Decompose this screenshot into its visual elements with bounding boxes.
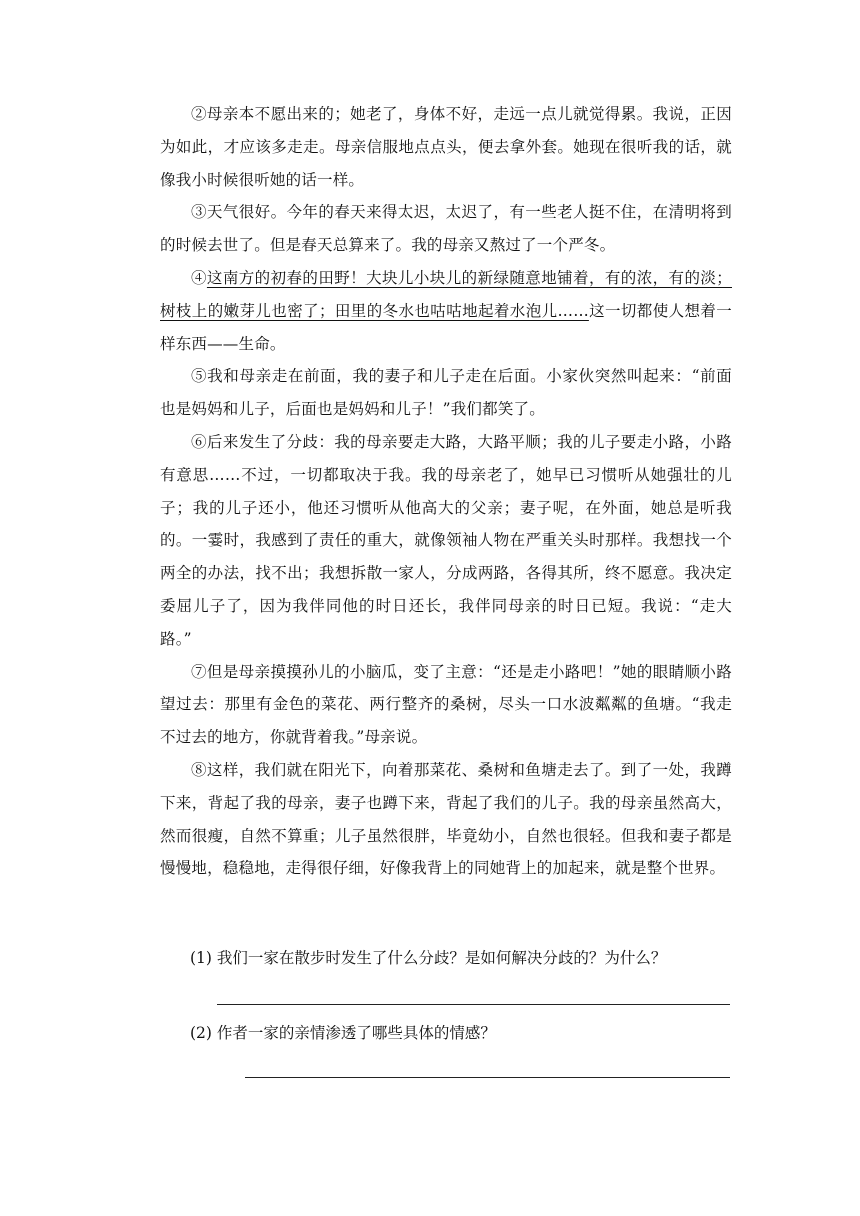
- paragraph-text: ③天气很好。今年的春天来得太迟，太迟了，有一些老人挺不住，在清明将到的时候去世了。但是春天总算来了。我的母亲又熬过了一个严冬。: [160, 203, 732, 255]
- paragraph-text: ⑥后来发生了分歧：我的母亲要走大路，大路平顺；我的儿子要走小路，小路有意思……不过，一切都取决于我。我的母亲老了，她早已习惯听从她强壮的儿子；我的儿子还小，他还习惯听从他高大的父亲；妻子呢，在外面，她总是听我的。一霎时，我感到了责任的重大，就像领袖人物在严重关头时那样。我想找一个两全的办法，找不出；我想拆散一家人，分成两路，各得其所，终不愿意。我决定委屈儿子了，因为我伴同他的时日还长，我伴同母亲的时日已短。我说：“走大路。”: [160, 432, 732, 648]
- question-2: (2) 作者一家的亲情渗透了哪些具体的情感？: [190, 1024, 496, 1042]
- underlined-sentence: 这南方的初春的田野！大块儿小块儿的新绿随意地铺着，有的浓，有的淡；树枝上的嫩芽儿也密了；田里的冬水也咕咕地起着水泡儿……: [160, 268, 732, 320]
- paragraph-text: ②母亲本不愿出来的；她老了，身体不好，走远一点儿就觉得累。我说，正因为如此，才应该多走走。母亲信服地点点头，便去拿外套。她现在很听我的话，就像我小时候很听她的话一样。: [160, 105, 732, 189]
- paragraph-6: [160, 426, 732, 656]
- paragraph-7: [160, 656, 732, 754]
- question-1: (1) 我们一家在散步时发生了什么分歧？是如何解决分歧的？为什么？: [190, 949, 667, 967]
- paragraph-8: [160, 754, 732, 885]
- answer-line-1[interactable]: [217, 1004, 730, 1005]
- paragraph-3: [160, 196, 732, 262]
- paragraph-text: ⑦但是母亲摸摸孙儿的小脑瓜，变了主意：“还是走小路吧！”她的眼睛顺小路望过去：那里有金色的菜花、两行整齐的桑树，尽头一口水波粼粼的鱼塘。“我走不过去的地方，你就背着我。”母亲说。: [160, 662, 732, 747]
- paragraph-number: ④: [191, 268, 207, 287]
- paragraph-text: 这一切都使人想着一样东西——生命。: [160, 301, 732, 353]
- paragraph-text: ⑧这样，我们就在阳光下，向着那菜花、桑树和鱼塘走去了。到了一处，我蹲下来，背起了我的母亲，妻子也蹲下来，背起了我们的儿子。我的母亲虽然高大，然而很瘦，自然不算重；儿子虽然很胖，毕竟幼小，自然也很轻。但我和妻子都是慢慢地，稳稳地，走得很仔细，好像我背上的同她背上的加起来，就是整个世界。: [160, 760, 732, 878]
- paragraph-2: [160, 98, 732, 196]
- reading-passage: [160, 98, 732, 885]
- paragraph-4: [160, 262, 732, 360]
- answer-line-2[interactable]: [245, 1077, 730, 1078]
- paragraph-5: [160, 360, 732, 426]
- paragraph-text: ⑤我和母亲走在前面，我的妻子和儿子走在后面。小家伙突然叫起来：“前面也是妈妈和儿子，后面也是妈妈和儿子！”我们都笑了。: [160, 367, 732, 419]
